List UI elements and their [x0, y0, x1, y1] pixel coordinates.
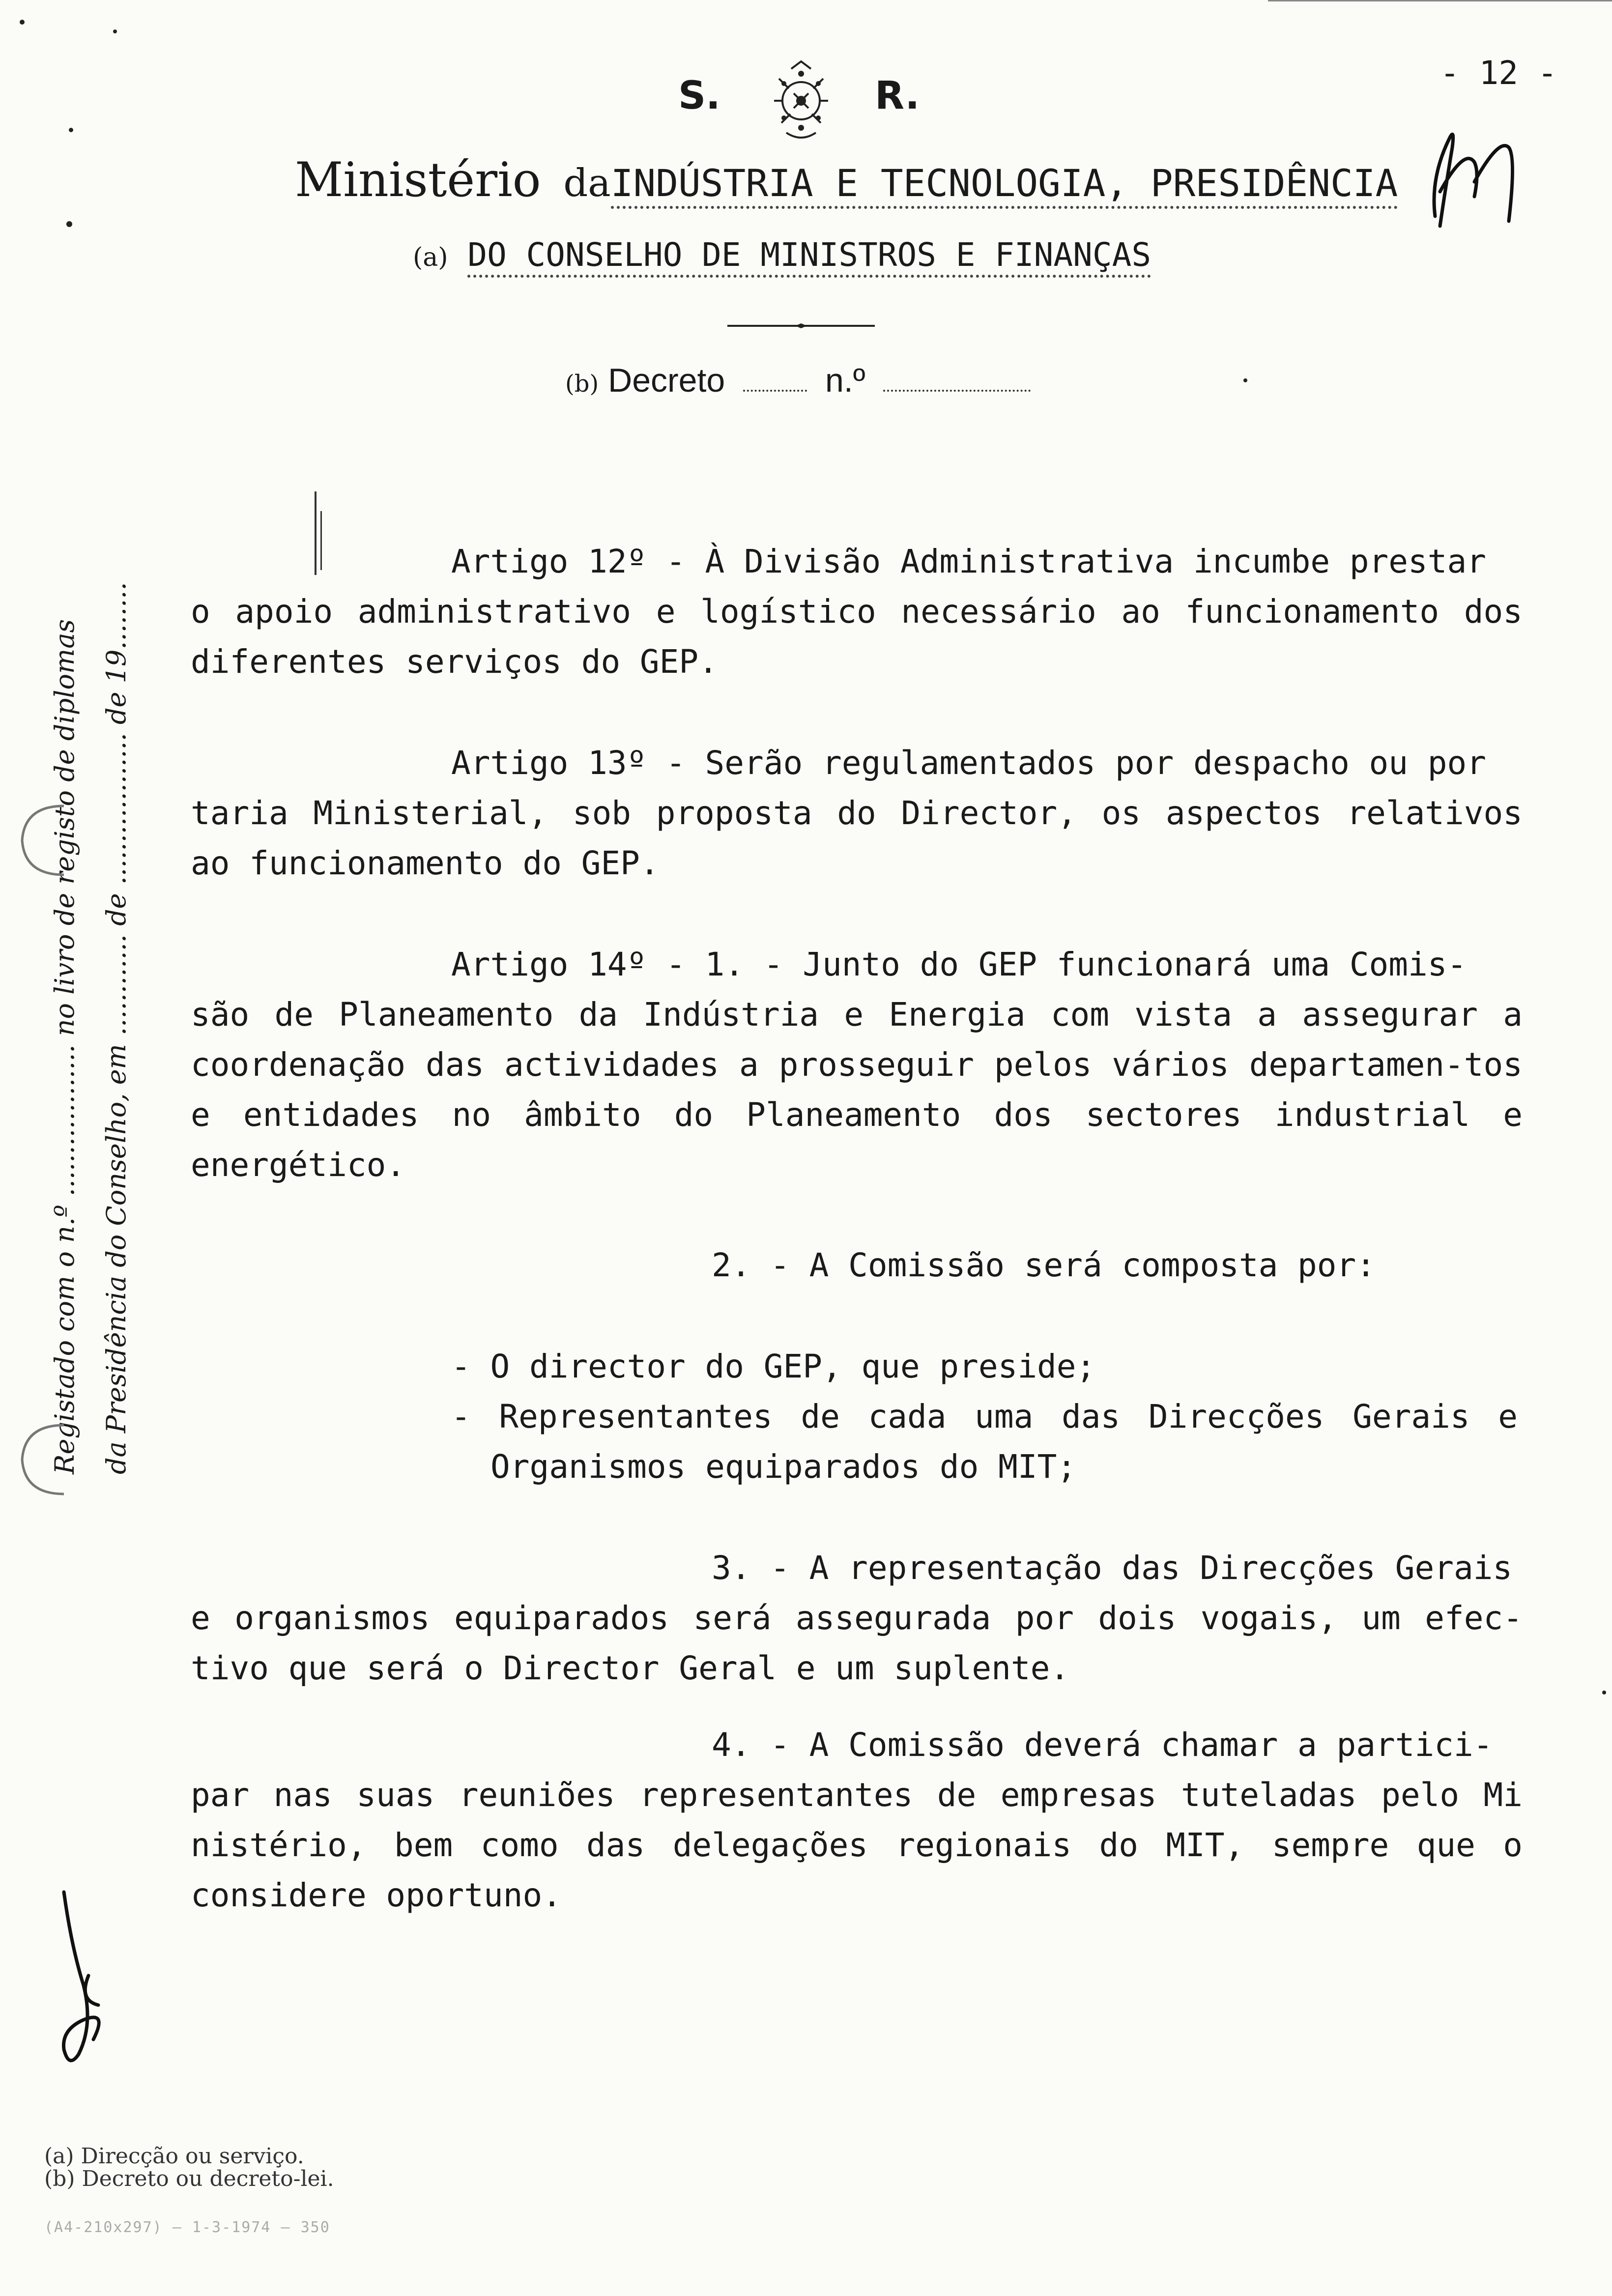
ornament-divider [727, 323, 875, 328]
paragraph-4-body: par nas suas reuniões representantes de empresas tuteladas pelo Mi nistério, bem como das delegações regionais do MIT, sempre que o considere oportuno. [191, 1776, 1523, 1914]
letterhead-right: R. [875, 74, 920, 118]
scan-speck [1243, 378, 1247, 382]
scan-speck [20, 20, 25, 25]
article-13-body: taria Ministerial, sob proposta do Director, os aspectos relativos ao funcionamento do GEP. [191, 794, 1523, 882]
article-14 [191, 940, 1523, 1190]
article-14-paragraph-3 [191, 1543, 1523, 1693]
ministry-name-2: DO CONSELHO DE MINISTROS E FINANÇAS [467, 236, 1151, 278]
list-item-representatives: - Representantes de cada uma das Direcções Gerais e [451, 1398, 1518, 1435]
scan-speck [113, 29, 117, 33]
scan-speck [69, 128, 73, 132]
punch-hole-bottom-icon [10, 1415, 74, 1504]
list-item-representatives-cont: Organismos equiparados do MIT; [490, 1448, 1077, 1486]
letterhead-left: S. [678, 74, 720, 118]
paragraph-3-first-line: 3. - A representação das Direcções Gerais [712, 1549, 1513, 1587]
article-14-paragraph-4 [191, 1720, 1523, 1921]
article-13-first-line: Artigo 13º - Serão regulamentados por despacho ou por [451, 744, 1486, 782]
ministry-name-1: INDÚSTRIA E TECNOLOGIA, PRESIDÊNCIA [611, 161, 1398, 209]
decree-line [565, 361, 1031, 400]
footnote-marker-b: (b) [565, 370, 599, 398]
paragraph-2-text: 2. - A Comissão será composta por: [712, 1246, 1376, 1284]
scan-speck [1602, 1691, 1606, 1694]
coat-of-arms-icon [752, 59, 850, 143]
decree-blank [743, 390, 807, 392]
margin-registration-line-1: Registado com o n.º .................. no livro de registo de diplomas [49, 619, 80, 1474]
ministry-prefix: da [563, 161, 611, 205]
footnote-a: (a) Direcção ou serviço. [44, 2144, 304, 2169]
article-14-paragraph-2 [191, 1240, 1523, 1291]
decree-number-blank [883, 390, 1031, 392]
top-rule [1268, 0, 1612, 1]
punch-hole-top-icon [10, 796, 74, 885]
footnotes [44, 2145, 334, 2190]
scan-speck [66, 221, 72, 227]
margin-registration-line-2: da Presidência do Conselho, em ............ de .................. de 19........ [101, 582, 132, 1474]
decree-number-label: n.º [825, 362, 865, 399]
footnote-b: (b) Decreto ou decreto-lei. [44, 2166, 334, 2191]
ministry-word: Ministério [295, 152, 541, 207]
article-14-body: são de Planeamento da Indústria e Energia com vista a assegurar a coordenação das actividades a prosseguir pelos vários departamen-tos e entidades no âmbito do Planeamento dos sectores industrial e energético. [191, 996, 1523, 1184]
printer-code: (A4-210x297) — 1-3-1974 — 350 [44, 2219, 330, 2236]
footnote-marker-a: (a) [413, 243, 448, 272]
list-item-director: - O director do GEP, que preside; [451, 1348, 1096, 1385]
letterhead [678, 69, 934, 138]
article-14-first-line: Artigo 14º - 1. - Junto do GEP funcionará uma Comis- [451, 946, 1467, 983]
paragraph-4-first-line: 4. - A Comissão deverá chamar a partici- [712, 1726, 1493, 1764]
paragraph-3-body: e organismos equiparados será assegurada por dois vogais, um efec-tivo que será o Director Geral e um suplente. [191, 1599, 1523, 1687]
article-12-first-line: Artigo 12º - À Divisão Administrativa incumbe prestar [451, 543, 1486, 580]
article-12-body: o apoio administrativo e logístico necessário ao funcionamento dos diferentes serviços do GEP. [191, 593, 1523, 681]
signature-initials-top [1406, 118, 1543, 236]
article-13 [191, 738, 1523, 889]
page-number: - 12 - [1440, 54, 1557, 92]
ministry-line-1 [295, 152, 1398, 207]
article-12 [191, 537, 1523, 687]
ministry-line-2 [413, 236, 1151, 274]
signature-margin-left [44, 1887, 123, 2074]
decree-label: Decreto [608, 362, 725, 399]
